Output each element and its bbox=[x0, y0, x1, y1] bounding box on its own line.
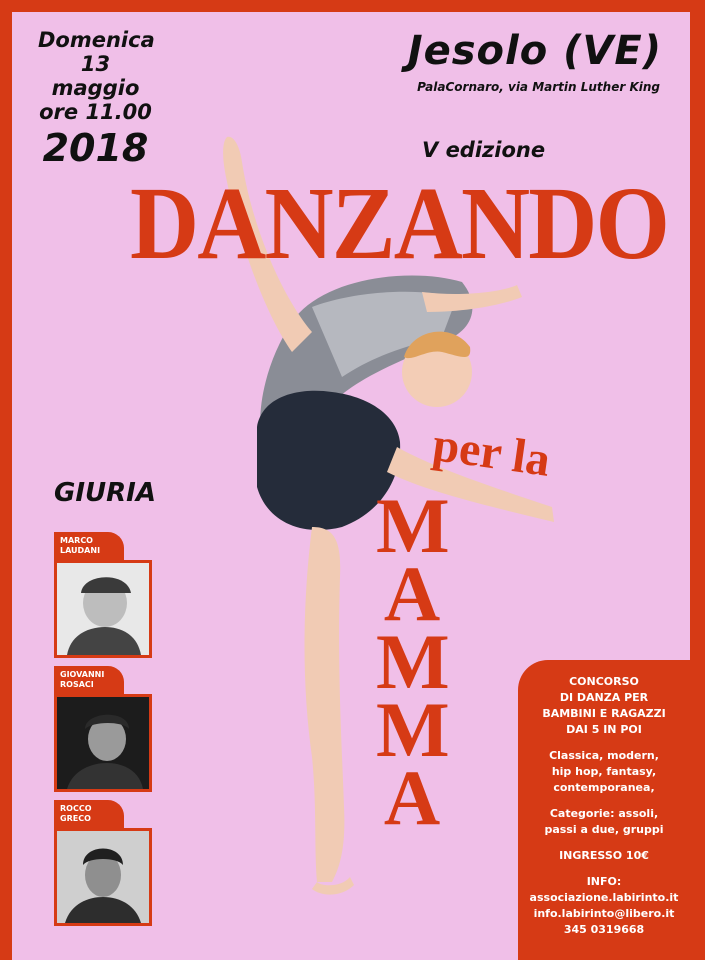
jury-photo bbox=[54, 694, 152, 792]
entry-fee: INGRESSO 10€ bbox=[559, 849, 649, 862]
date-time: ore 11.00 bbox=[39, 100, 152, 124]
date-day: Domenica bbox=[38, 28, 155, 52]
date-year: 2018 bbox=[42, 126, 149, 170]
event-venue: PalaCornaro, via Martin Luther King bbox=[417, 80, 660, 94]
event-subtitle: per la bbox=[429, 417, 554, 487]
event-city: Jesolo (VE) bbox=[407, 28, 662, 74]
competition-description: CONCORSO DI DANZA PER BAMBINI E RAGAZZI DAI 5 IN POI bbox=[542, 675, 666, 736]
jury-name-tab bbox=[54, 800, 124, 828]
jury-photo bbox=[54, 828, 152, 926]
jury-name-tab bbox=[54, 666, 124, 694]
jury-photo bbox=[54, 560, 152, 658]
date-day-month: 13 maggio bbox=[51, 52, 140, 100]
jury-surname: GRECO bbox=[60, 814, 91, 823]
phone-number[interactable]: 345 0319668 bbox=[563, 923, 645, 936]
jury-name: ROCCO bbox=[60, 804, 92, 813]
website-link[interactable]: associazione.labirinto.it bbox=[529, 891, 679, 904]
jury-member bbox=[54, 532, 152, 662]
jury-name: MARCO bbox=[60, 536, 93, 545]
event-title: DANZANDO bbox=[130, 166, 669, 281]
categories: Categorie: assoli, passi a due, gruppi bbox=[544, 807, 664, 836]
jury-heading: GIURIA bbox=[54, 478, 156, 508]
jury-surname: LAUDANI bbox=[60, 546, 101, 555]
info-box bbox=[518, 660, 690, 960]
jury-member bbox=[54, 800, 152, 930]
title-letter: A bbox=[383, 754, 441, 841]
title-letter: M bbox=[376, 618, 450, 705]
jury-name-tab bbox=[54, 532, 124, 560]
title-letter: M bbox=[376, 482, 450, 569]
jury-member bbox=[54, 666, 152, 796]
info-label: INFO: bbox=[586, 875, 622, 888]
title-letter: M bbox=[376, 686, 450, 773]
poster bbox=[12, 12, 690, 960]
event-edition: V edizione bbox=[422, 138, 546, 162]
event-title-vertical bbox=[376, 482, 450, 841]
dance-styles: Classica, modern, hip hop, fantasy, contemporanea, bbox=[549, 749, 659, 794]
email-link[interactable]: info.labirinto@libero.it bbox=[533, 907, 675, 920]
title-letter: A bbox=[383, 550, 441, 637]
jury-surname: ROSACI bbox=[60, 680, 94, 689]
jury-name: GIOVANNI bbox=[60, 670, 105, 679]
event-date bbox=[38, 28, 153, 170]
